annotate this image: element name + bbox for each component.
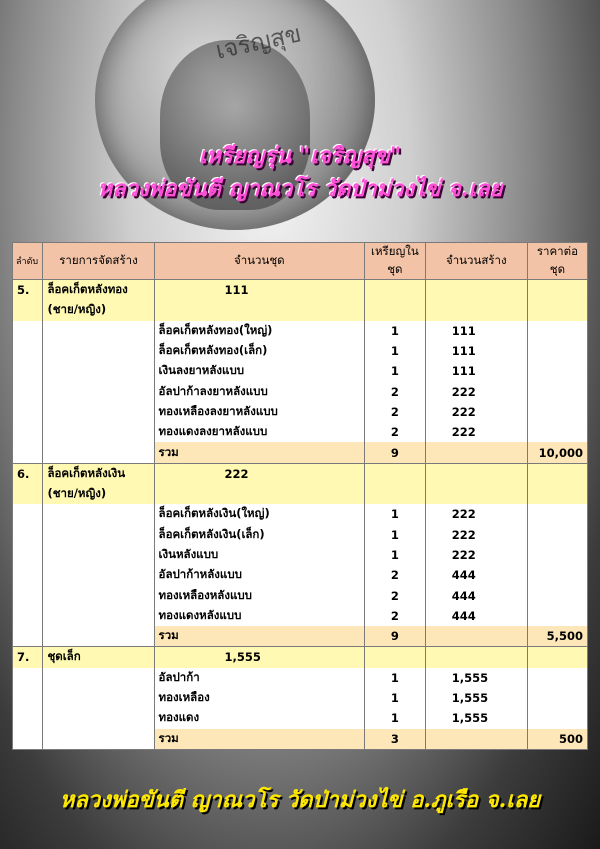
row-name-empty: [43, 668, 154, 688]
item-coins: 1: [365, 341, 426, 361]
table-row: [13, 668, 588, 688]
item-made: 222: [425, 545, 527, 565]
group-name-sub: (ชาย/หญิง): [43, 484, 154, 504]
group-number-empty: [13, 300, 43, 320]
group-name: ล็อคเก็ตหลังทอง: [43, 280, 154, 301]
item-price-empty: [527, 708, 587, 728]
row-name-empty: [43, 708, 154, 728]
item-price-empty: [527, 504, 587, 524]
row-name-empty: [43, 381, 154, 401]
total-row: [13, 729, 588, 750]
row-name-empty: [43, 361, 154, 381]
set-price: 5,500: [527, 626, 587, 647]
group-detail-empty: [154, 484, 365, 504]
total-name-empty: [43, 626, 154, 647]
row-number-empty: [13, 422, 43, 442]
item-coins: 1: [365, 708, 426, 728]
col-header-sets: จำนวนชุด: [154, 243, 365, 280]
group-number: 5.: [13, 280, 43, 301]
item-coins: 2: [365, 381, 426, 401]
item-name: เงินลงยาหลังแบบ: [154, 361, 365, 381]
item-name: ทองแดงลงยาหลังแบบ: [154, 422, 365, 442]
total-number-empty: [13, 626, 43, 647]
item-made: 1,555: [425, 668, 527, 688]
col-header-order: ลำดับ: [13, 243, 43, 280]
row-number-empty: [13, 668, 43, 688]
item-coins: 2: [365, 606, 426, 626]
price-table: [12, 242, 588, 750]
total-made-empty: [425, 626, 527, 647]
item-made: 111: [425, 321, 527, 341]
total-label: รวม: [154, 729, 365, 750]
group-number: 6.: [13, 463, 43, 484]
col-header-item: รายการจัดสร้าง: [43, 243, 154, 280]
total-name-empty: [43, 729, 154, 750]
group-price-empty: [527, 484, 587, 504]
total-name-empty: [43, 442, 154, 463]
table-row: [13, 708, 588, 728]
item-made: 444: [425, 585, 527, 605]
table-row: [13, 361, 588, 381]
table-row: [13, 504, 588, 524]
item-price-empty: [527, 688, 587, 708]
item-made: 222: [425, 422, 527, 442]
item-name: ล็อคเก็ตหลังเงิน(เล็ก): [154, 525, 365, 545]
group-sets: 1,555: [154, 647, 365, 668]
total-made-empty: [425, 442, 527, 463]
table-row: [13, 545, 588, 565]
total-number-empty: [13, 442, 43, 463]
item-price-empty: [527, 321, 587, 341]
title-line-2: หลวงพ่อขันตี ญาณวโร วัดป่าม่วงไข่ จ.เลย: [97, 176, 503, 202]
row-name-empty: [43, 565, 154, 585]
total-coins: 3: [365, 729, 426, 750]
group-name: ล็อคเก็ตหลังเงิน: [43, 463, 154, 484]
item-coins: 2: [365, 422, 426, 442]
group-price-empty: [527, 280, 587, 301]
item-name: ทองแดงหลังแบบ: [154, 606, 365, 626]
col-header-made: จำนวนสร้าง: [425, 243, 527, 280]
group-coins-empty: [365, 463, 426, 484]
item-price-empty: [527, 565, 587, 585]
table-row: [13, 688, 588, 708]
set-price: 500: [527, 729, 587, 750]
row-number-empty: [13, 565, 43, 585]
row-name-empty: [43, 585, 154, 605]
row-number-empty: [13, 585, 43, 605]
table-body: [13, 280, 588, 750]
item-made: 444: [425, 606, 527, 626]
item-made: 222: [425, 402, 527, 422]
item-made: 111: [425, 341, 527, 361]
total-number-empty: [13, 729, 43, 750]
group-price-empty: [527, 463, 587, 484]
row-name-empty: [43, 525, 154, 545]
row-name-empty: [43, 504, 154, 524]
total-coins: 9: [365, 442, 426, 463]
total-row: [13, 442, 588, 463]
total-label: รวม: [154, 626, 365, 647]
group-row: [13, 463, 588, 484]
medal-inscription: เจริญสุข: [213, 19, 304, 65]
row-number-empty: [13, 381, 43, 401]
item-name: อัลปาก้าลงยาหลังแบบ: [154, 381, 365, 401]
item-name: อัลปาก้าหลังแบบ: [154, 565, 365, 585]
set-price: 10,000: [527, 442, 587, 463]
row-name-empty: [43, 321, 154, 341]
item-name: เงินหลังแบบ: [154, 545, 365, 565]
group-row: [13, 280, 588, 301]
item-price-empty: [527, 422, 587, 442]
table-row: [13, 525, 588, 545]
group-name-sub: (ชาย/หญิง): [43, 300, 154, 320]
group-coins-empty: [365, 484, 426, 504]
group-number-empty: [13, 484, 43, 504]
row-number-empty: [13, 402, 43, 422]
row-number-empty: [13, 708, 43, 728]
item-price-empty: [527, 606, 587, 626]
row-number-empty: [13, 525, 43, 545]
group-made-empty: [425, 484, 527, 504]
item-made: 222: [425, 525, 527, 545]
item-name: ทองเหลืองหลังแบบ: [154, 585, 365, 605]
item-made: 1,555: [425, 688, 527, 708]
item-coins: 1: [365, 525, 426, 545]
group-made-empty: [425, 300, 527, 320]
row-number-empty: [13, 545, 43, 565]
item-coins: 1: [365, 688, 426, 708]
item-coins: 1: [365, 668, 426, 688]
group-coins-empty: [365, 300, 426, 320]
group-sets: 222: [154, 463, 365, 484]
total-made-empty: [425, 729, 527, 750]
row-number-empty: [13, 341, 43, 361]
item-price-empty: [527, 585, 587, 605]
table-row: [13, 341, 588, 361]
table-row: [13, 422, 588, 442]
table-row: [13, 381, 588, 401]
table-row: [13, 585, 588, 605]
item-coins: 1: [365, 361, 426, 381]
group-row-continued: [13, 300, 588, 320]
group-row: [13, 647, 588, 668]
col-header-coins: เหรียญในชุด: [365, 243, 426, 280]
total-row: [13, 626, 588, 647]
row-name-empty: [43, 422, 154, 442]
item-price-empty: [527, 545, 587, 565]
group-sets: 111: [154, 280, 365, 301]
item-name: ล็อคเก็ตหลังเงิน(ใหญ่): [154, 504, 365, 524]
total-coins: 9: [365, 626, 426, 647]
title-line-1: เหรียญรุ่น "เจริญสุข": [198, 143, 402, 169]
group-detail-empty: [154, 300, 365, 320]
table-header-row: [13, 243, 588, 280]
item-price-empty: [527, 361, 587, 381]
row-name-empty: [43, 341, 154, 361]
item-price-empty: [527, 525, 587, 545]
item-name: ทองแดง: [154, 708, 365, 728]
row-number-empty: [13, 606, 43, 626]
table-row: [13, 606, 588, 626]
item-made: 1,555: [425, 708, 527, 728]
item-made: 222: [425, 504, 527, 524]
row-name-empty: [43, 606, 154, 626]
item-name: ทองเหลือง: [154, 688, 365, 708]
group-coins-empty: [365, 647, 426, 668]
item-price-empty: [527, 341, 587, 361]
item-name: ทองเหลืองลงยาหลังแบบ: [154, 402, 365, 422]
item-price-empty: [527, 381, 587, 401]
item-coins: 1: [365, 545, 426, 565]
group-number: 7.: [13, 647, 43, 668]
row-number-empty: [13, 361, 43, 381]
total-label: รวม: [154, 442, 365, 463]
item-made: 222: [425, 381, 527, 401]
row-name-empty: [43, 545, 154, 565]
row-number-empty: [13, 321, 43, 341]
item-name: ล็อคเก็ตหลังทอง(เล็ก): [154, 341, 365, 361]
group-coins-empty: [365, 280, 426, 301]
item-coins: 1: [365, 321, 426, 341]
row-number-empty: [13, 688, 43, 708]
row-name-empty: [43, 688, 154, 708]
group-made-empty: [425, 280, 527, 301]
item-coins: 2: [365, 585, 426, 605]
group-price-empty: [527, 647, 587, 668]
item-price-empty: [527, 668, 587, 688]
item-made: 111: [425, 361, 527, 381]
table-row: [13, 321, 588, 341]
item-name: ล็อคเก็ตหลังทอง(ใหญ่): [154, 321, 365, 341]
footer-text: หลวงพ่อขันตี ญาณวโร วัดป่าม่วงไข่ อ.ภูเรือ จ.เลย: [59, 787, 541, 813]
row-number-empty: [13, 504, 43, 524]
item-coins: 2: [365, 565, 426, 585]
group-made-empty: [425, 647, 527, 668]
item-name: อัลปาก้า: [154, 668, 365, 688]
row-name-empty: [43, 402, 154, 422]
item-coins: 2: [365, 402, 426, 422]
item-price-empty: [527, 402, 587, 422]
table-row: [13, 402, 588, 422]
col-header-price: ราคาต่อชุด: [527, 243, 587, 280]
group-row-continued: [13, 484, 588, 504]
item-coins: 1: [365, 504, 426, 524]
table-row: [13, 565, 588, 585]
group-price-empty: [527, 300, 587, 320]
group-made-empty: [425, 463, 527, 484]
group-name: ชุดเล็ก: [43, 647, 154, 668]
item-made: 444: [425, 565, 527, 585]
